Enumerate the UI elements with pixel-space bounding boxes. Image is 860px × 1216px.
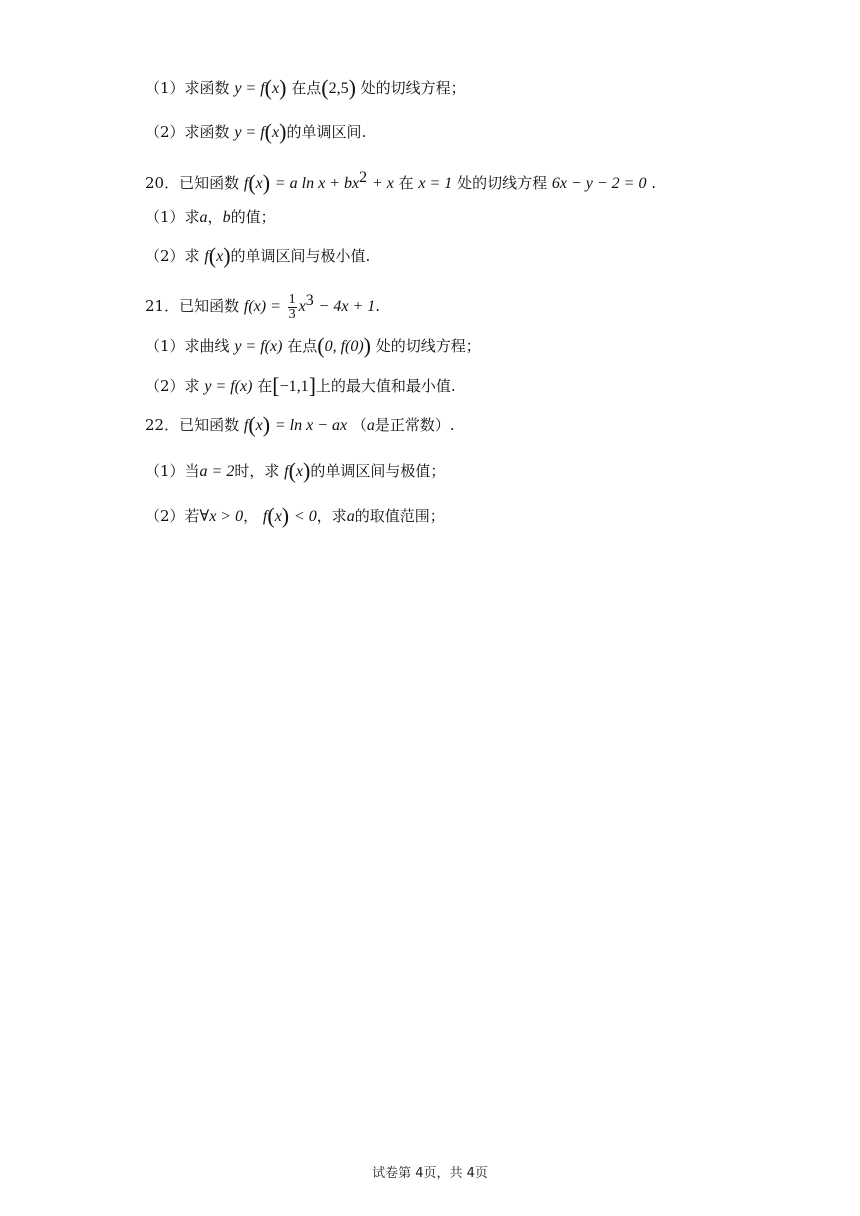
q20-stem: 20．已知函数 f(x) = a $\ln x + bx^2 + x$ 在 x = 1 处的切线方程 6x − y − 2 = 0 .	[145, 169, 657, 195]
q20-part2: （2）求 f(x)的单调区间与极小值.	[145, 243, 371, 268]
q21-part1: （1）求曲线 y = f(x) 在点(0, f(0)) 处的切线方程；	[145, 333, 481, 358]
q19-part1: （1）求函数 y = f(x) 在点(2,5) 处的切线方程；	[145, 75, 466, 100]
q21-stem: 21．已知函数 f(x) = $\frac{1}{3}$ $x^3 - 4x + 1$.	[145, 291, 381, 322]
q20-part1: （1）求a，b的值；	[145, 208, 276, 226]
q22-part1: （1）当a = 2时，求 f(x)的单调区间与极值；	[145, 458, 446, 483]
page-footer: 试卷第 4页，共 4页	[372, 1166, 488, 1181]
fraction-one-third: $\frac{1}{3}$	[288, 291, 296, 322]
q19-part2: （2）求函数 y = f(x)的单调区间.	[145, 119, 367, 144]
q21-part2: （2）求 y = f(x) 在[−1,1]上的最大值和最小值.	[145, 373, 456, 398]
q22-stem: 22．已知函数 f(x) = ln x − ax （a是正常数）.	[145, 412, 455, 437]
q22-part2: （2）若∀x > 0， f(x) < 0，求a的取值范围；	[145, 503, 445, 528]
